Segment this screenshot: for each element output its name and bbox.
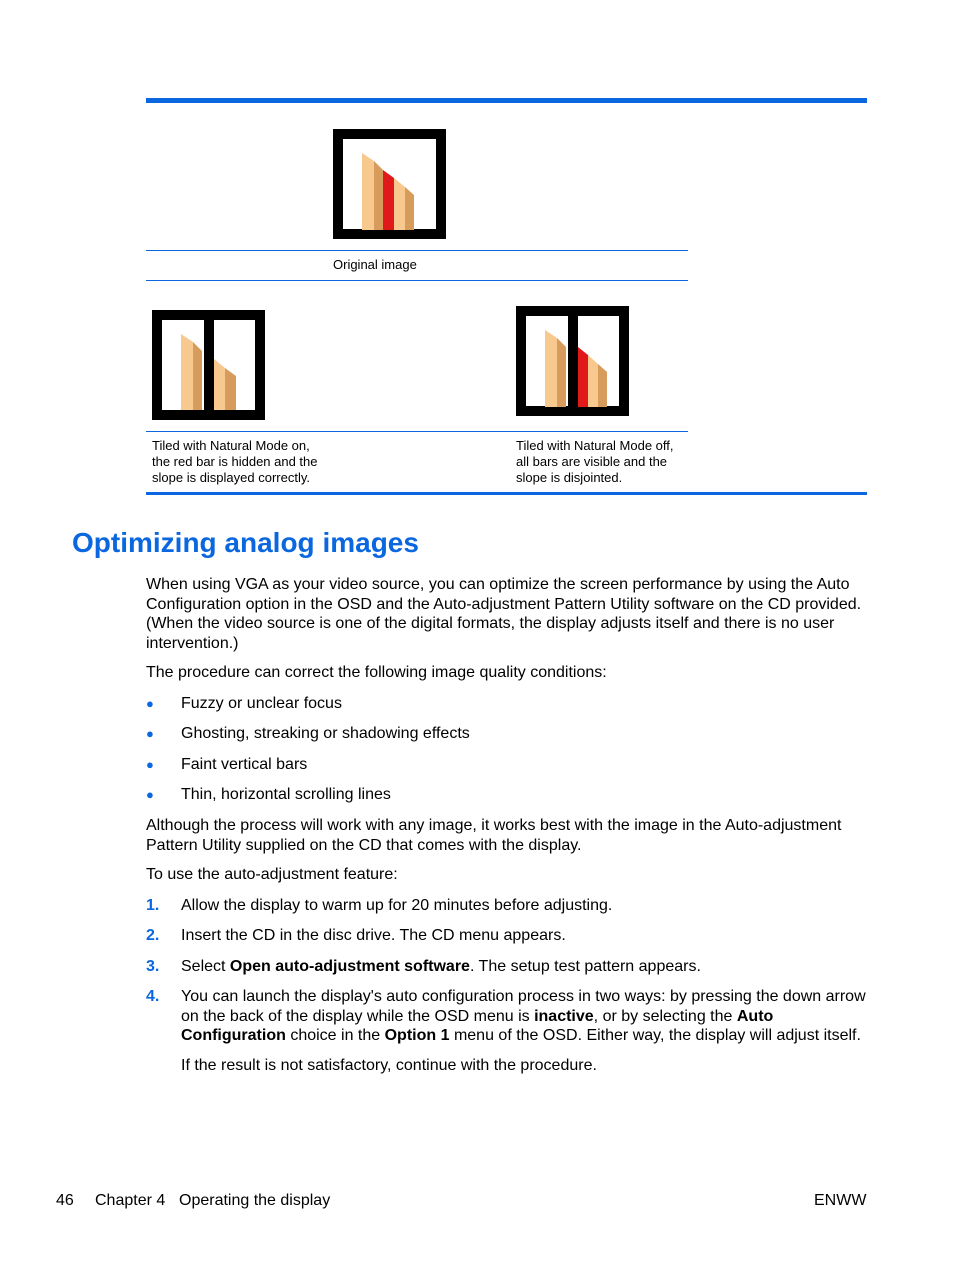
step-text: [181, 957, 881, 977]
step-text-part: Select: [181, 958, 230, 975]
section-title: Optimizing analog images: [72, 527, 419, 558]
original-image-caption: Original image: [333, 257, 417, 272]
caption-line: the red bar is hidden and the: [152, 454, 318, 469]
natural-off-bars-graphic: [516, 306, 629, 416]
list-item-text: Fuzzy or unclear focus: [181, 695, 342, 712]
table-bottom-rule: [146, 492, 867, 495]
original-bars-graphic: [333, 129, 446, 239]
step-bold-term: inactive: [534, 1007, 594, 1025]
list-item-text: Thin, horizontal scrolling lines: [181, 786, 391, 803]
step-bold-term: Auto Configuration: [181, 1007, 774, 1044]
bullet-icon: ●: [146, 757, 154, 772]
step-text-part: . The setup test pattern appears.: [469, 958, 701, 975]
table-top-rule: [146, 98, 867, 103]
step-number: 3.: [146, 958, 160, 975]
list-item-text: Faint vertical bars: [181, 756, 308, 773]
caption-bottom-rule: [146, 280, 688, 281]
step-text: Insert the CD in the disc drive. The CD menu appears.: [181, 927, 566, 944]
natural-mode-off-figure: [516, 306, 629, 416]
caption-top-rule: [146, 250, 688, 251]
step-text-part: You can launch the display's auto configuration process in two ways: by pressing the down arrow on the back of the display while the OSD menu is: [181, 988, 866, 1025]
caption-line: slope is disjointed.: [516, 470, 623, 485]
step-text: [181, 987, 871, 1046]
procedure-lead: The procedure can correct the following image quality conditions:: [146, 664, 607, 681]
note-paragraph: Although the process will work with any image, it works best with the image in the Auto-adjustment Pattern Utility supplied on the CD that comes with the display.: [146, 817, 842, 854]
caption-line: Tiled with Natural Mode off,: [516, 438, 674, 453]
caption-line: Tiled with Natural Mode on,: [152, 438, 310, 453]
step-text-part: choice in the: [285, 1027, 385, 1044]
step-text-part: , or by selecting the: [593, 1007, 737, 1025]
footer-code: ENWW: [814, 1192, 867, 1209]
step-text: Allow the display to warm up for 20 minutes before adjusting.: [181, 897, 613, 914]
bullet-icon: ●: [146, 696, 154, 711]
caption-row-rule: [146, 431, 688, 432]
step-bold-term: Option 1: [384, 1027, 450, 1044]
step-number: 1.: [146, 897, 160, 914]
caption-line: slope is displayed correctly.: [152, 470, 310, 485]
original-image-figure: [333, 129, 446, 239]
step-followup-text: If the result is not satisfactory, continue with the procedure.: [181, 1057, 597, 1074]
intro-paragraph: When using VGA as your video source, you can optimize the screen performance by using the Auto Configuration option in the OSD and the Auto-adjustment Pattern Utility software on the CD provided. (When the video source is one of the digital formats, the display adjusts itself and there is no user intervention.): [146, 576, 862, 652]
step-bold-term: Open auto-adjustment software: [229, 958, 470, 975]
natural-mode-off-caption: [516, 438, 674, 486]
natural-on-bars-graphic: [152, 310, 265, 420]
footer-chapter: Chapter 4: [95, 1192, 166, 1209]
bullet-icon: ●: [146, 787, 154, 802]
natural-mode-on-caption: [152, 438, 318, 486]
footer-chapter-title: Operating the display: [179, 1192, 331, 1209]
page-number: 46: [56, 1192, 74, 1209]
steps-lead: To use the auto-adjustment feature:: [146, 866, 398, 883]
list-item-text: Ghosting, streaking or shadowing effects: [181, 725, 470, 742]
step-number: 2.: [146, 927, 160, 944]
step-number: 4.: [146, 988, 160, 1005]
step-text-part: menu of the OSD. Either way, the display will adjust itself.: [449, 1027, 861, 1044]
bullet-icon: ●: [146, 726, 154, 741]
caption-line: all bars are visible and the: [516, 454, 668, 469]
natural-mode-on-figure: [152, 310, 265, 420]
